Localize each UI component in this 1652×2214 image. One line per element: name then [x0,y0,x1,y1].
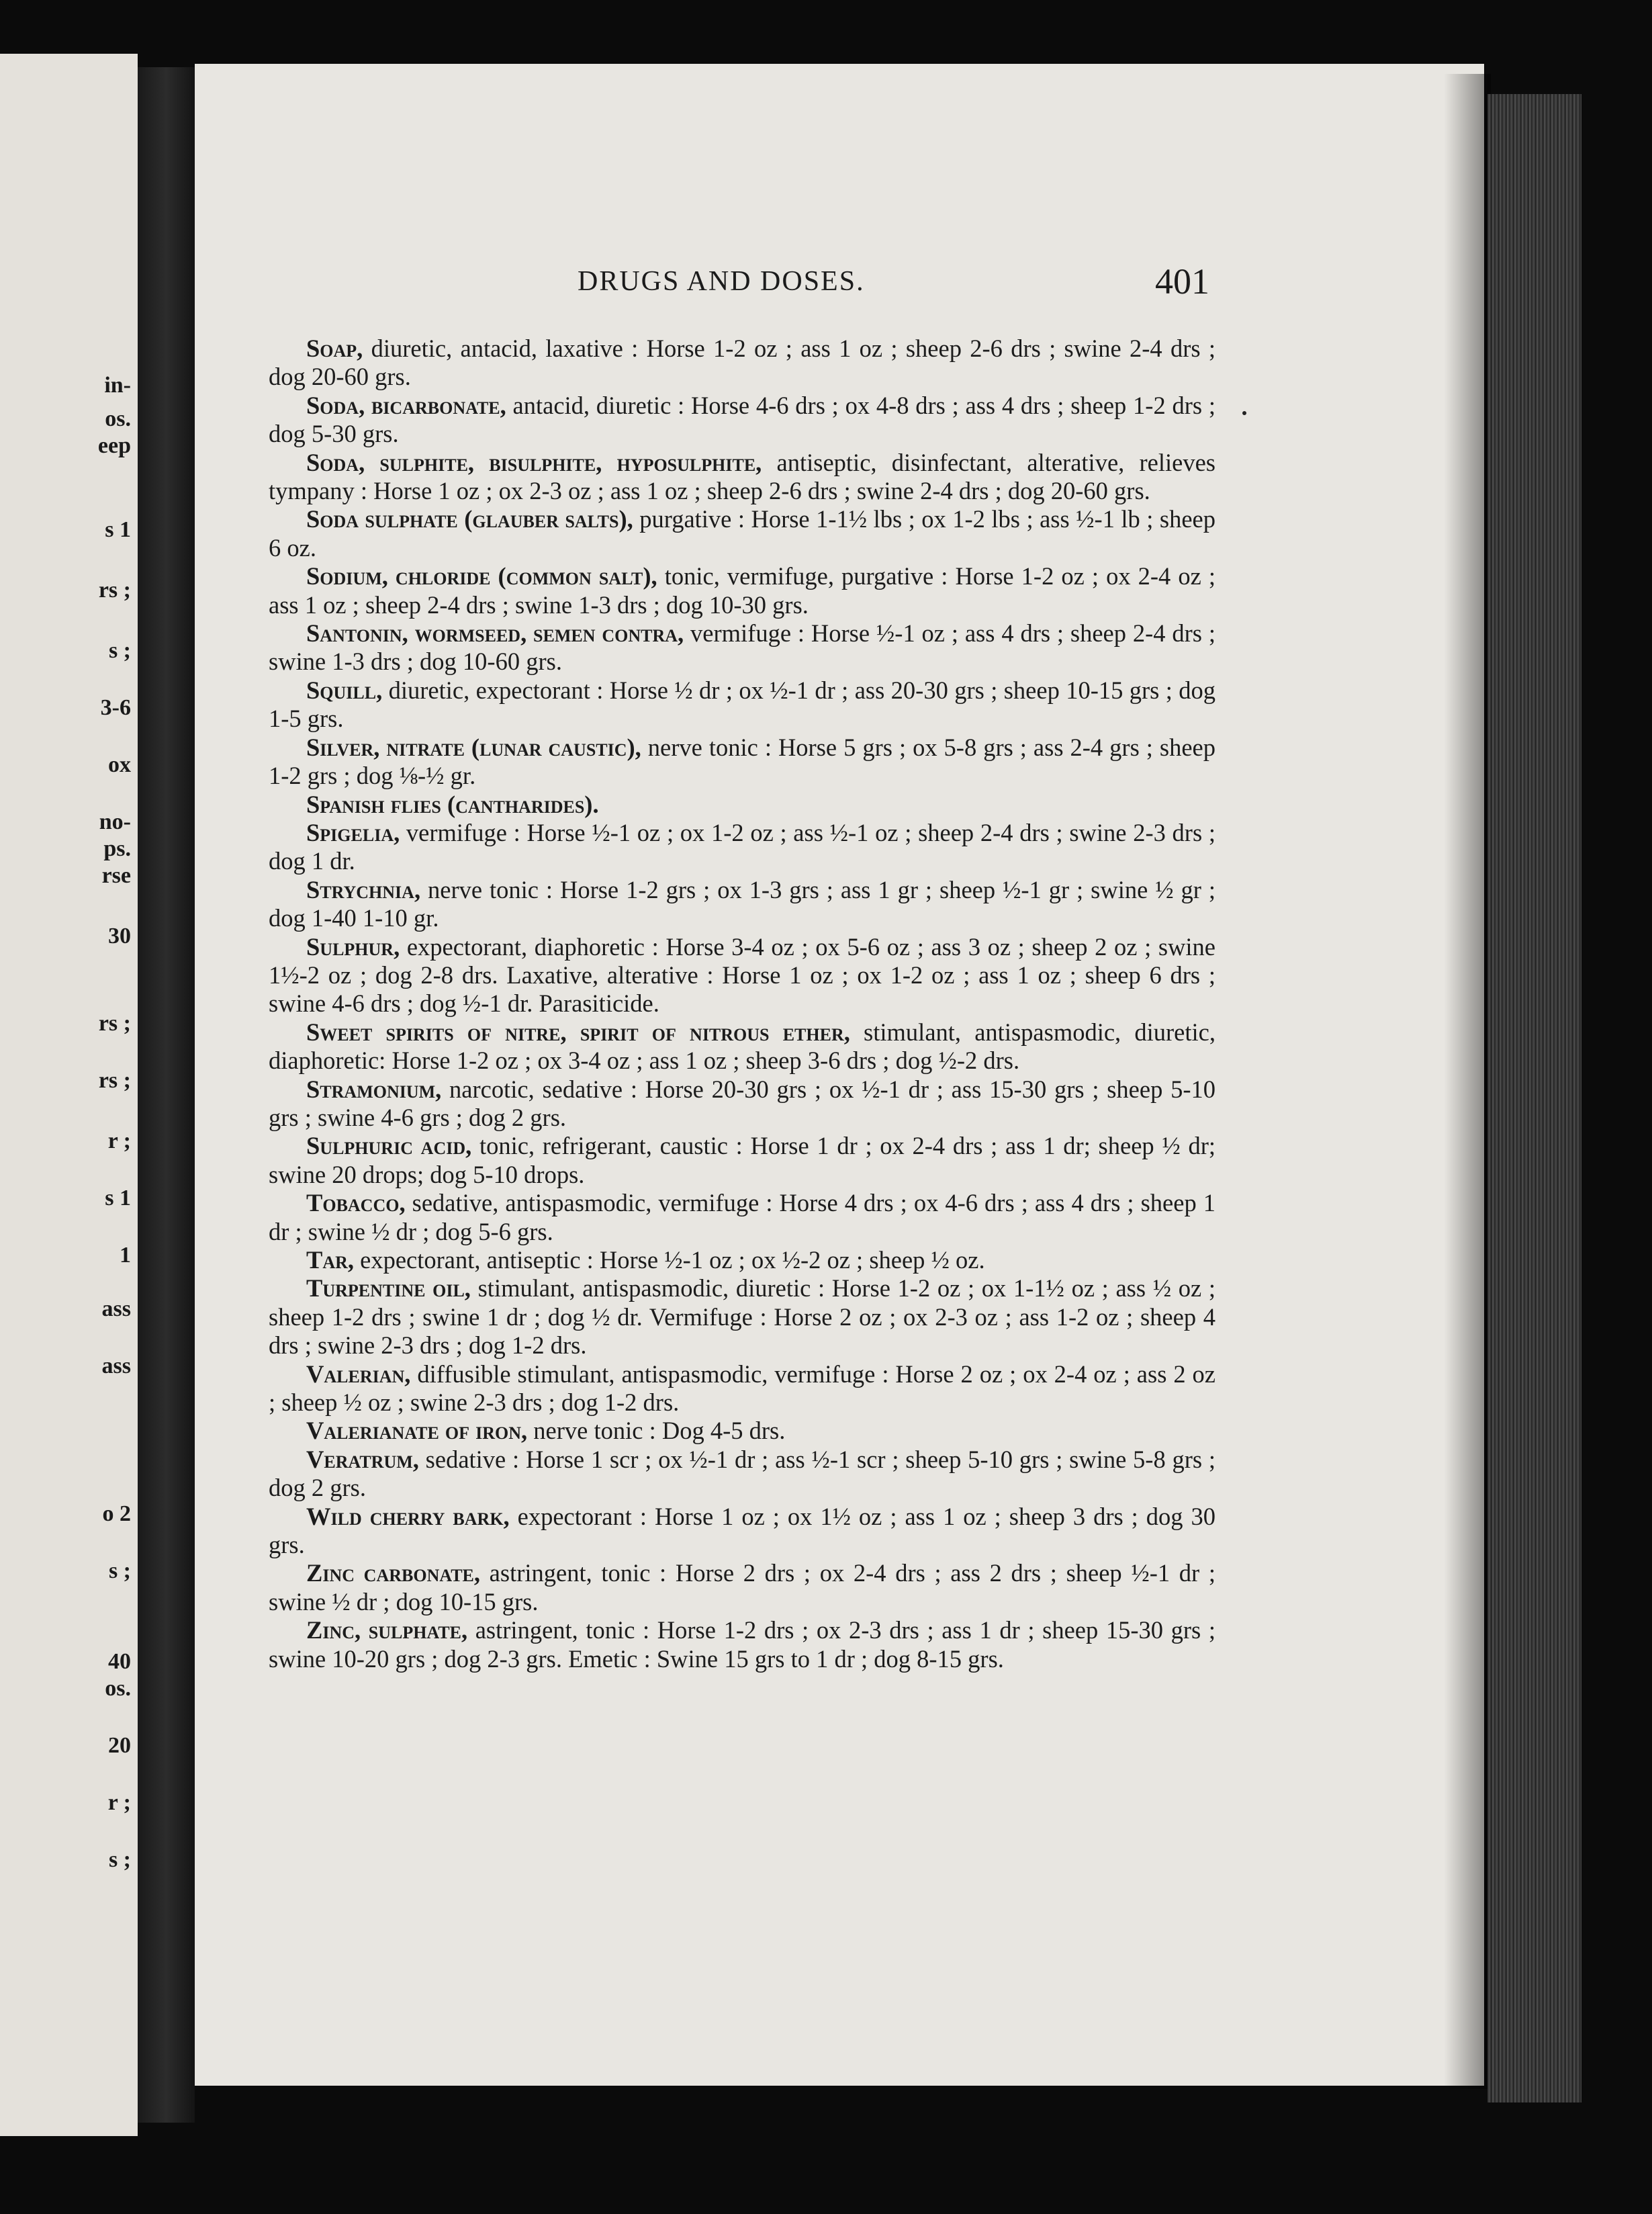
drug-name: Tar, [306,1246,355,1274]
drug-name: Sodium, chloride (common salt), [306,562,657,590]
drug-entry [269,392,1215,449]
drug-name: Zinc carbonate, [306,1559,481,1587]
previous-page-line-end: s 1 [105,1186,131,1210]
page-number: 401 [1155,261,1209,302]
drug-dosage: astringent, tonic : Horse 2 drs ; ox 2-4 drs ; ass 2 drs ; sheep ½-1 dr ; swine ½ dr ; dog 10-15 grs. [269,1559,1216,1615]
drug-name: Tobacco, [306,1189,406,1217]
running-head: DRUGS AND DOSES. [578,266,865,297]
drug-name: Veratrum, [306,1445,419,1473]
drug-entry [269,1075,1215,1133]
drug-dosage: nerve tonic : Dog 4-5 drs. [527,1417,786,1445]
previous-page-line-end: eep [97,433,131,458]
previous-page-line-end: os. [105,406,131,431]
drug-entry [269,1503,1215,1560]
previous-page-line-end: rse [101,863,131,888]
drug-entry [269,335,1215,392]
previous-page-line-end: ps. [103,836,131,861]
drug-dosage: diffusible stimulant, antispasmodic, vermifuge : Horse 2 oz ; ox 2-4 oz ; ass 2 oz ; sheep ½ oz ; swine 2-3 drs ; dog 1-2 drs. [269,1360,1215,1417]
book-gutter [138,67,195,2123]
drug-entry [269,1018,1215,1075]
drug-entry [269,505,1215,562]
drug-name: Stramonium, [306,1075,442,1103]
print-speck [1242,411,1246,415]
previous-page-line-end: r ; [107,1790,131,1815]
drug-entry [269,562,1215,619]
drug-dosage: diuretic, antacid, laxative : Horse 1-2 oz ; ass 1 oz ; sheep 2-6 drs ; swine 2-4 drs ; dog 20-60 grs. [269,335,1215,391]
drug-name: Valerian, [306,1360,411,1388]
drug-entry [269,791,1215,819]
drug-name: Soda, bicarbonate, [306,391,506,419]
previous-page-line-end: ox [108,752,131,777]
drug-dosage: antiseptic, disinfectant, alterative, relieves tympany : Horse 1 oz ; ox 2-3 oz ; ass 1 oz ; sheep 2-6 drs ; swine 2-4 drs ; dog 20-60 grs. [269,448,1215,505]
drug-entry [269,1559,1215,1616]
drug-dosage: tonic, refrigerant, caustic : Horse 1 dr ; ox 2-4 drs ; ass 1 dr; sheep ½ dr; swine 20 drops; dog 5-10 drops. [269,1132,1215,1188]
drug-dosage: narcotic, sedative : Horse 20-30 grs ; ox ½-1 dr ; ass 15-30 grs ; sheep 5-10 grs ; swine 4-6 grs ; dog 2 grs. [269,1075,1215,1131]
drug-dosage: expectorant : Horse 1 oz ; ox 1½ oz ; ass 1 oz ; sheep 3 drs ; dog 30 grs. [269,1502,1215,1559]
drug-entries [269,335,1215,1673]
page-block-edges [1487,94,1581,2102]
drug-dosage: sedative : Horse 1 scr ; ox ½-1 dr ; ass ½-1 scr ; sheep 5-10 grs ; swine 5-8 grs ; dog 2 grs. [269,1445,1215,1502]
previous-page-fragment [0,54,138,2136]
previous-page-line-end: os. [105,1676,131,1701]
previous-page-line-end: rs ; [98,1068,131,1093]
previous-page-line-end: s ; [108,1558,131,1583]
previous-page-line-end: 3-6 [100,695,131,720]
drug-dosage: expectorant, diaphoretic : Horse 3-4 oz ; ox 5-6 oz ; ass 3 oz ; sheep 2 oz ; swine 1½-2 oz ; dog 2-8 drs. Laxative, alterative : Horse 1 oz ; ox 1-2 oz ; ass 1 oz ; sheep 6 drs ; swine 4-6 drs ; dog ½-1 dr. Parasiticide. [269,932,1215,1018]
previous-page-line-end: no- [99,809,131,834]
drug-entry [269,1417,1215,1445]
previous-page-line-end: rs ; [98,578,131,603]
drug-dosage: antacid, diuretic : Horse 4-6 drs ; ox 4-8 drs ; ass 4 drs ; sheep 1-2 drs ; dog 5-30 grs. [269,391,1215,448]
page-shadow [1444,74,1491,2089]
drug-dosage: stimulant, antispasmodic, diuretic, diaphoretic: Horse 1-2 oz ; ox 3-4 oz ; ass 1 oz ; sheep 3-6 drs ; dog ½-2 drs. [269,1018,1215,1075]
drug-name: Santonin, wormseed, semen contra, [306,619,684,648]
drug-entry [269,619,1215,676]
drug-entry [269,1189,1215,1246]
drug-dosage: diuretic, expectorant : Horse ½ dr ; ox ½-1 dr ; ass 20-30 grs ; sheep 10-15 grs ; dog 1-5 grs. [269,676,1215,733]
drug-name: Spanish flies (cantharides). [306,790,599,818]
drug-name: Silver, nitrate (lunar caustic), [306,733,641,761]
drug-entry [269,876,1215,933]
drug-entry [269,1132,1215,1189]
drug-dosage: expectorant, antiseptic : Horse ½-1 oz ; ox ½-2 oz ; sheep ½ oz. [354,1246,985,1274]
drug-entry [269,819,1215,876]
previous-page-line-end: 20 [108,1733,131,1758]
drug-dosage: astringent, tonic : Horse 1-2 drs ; ox 2-3 drs ; ass 1 dr ; sheep 15-30 grs ; swine 10-20 grs ; dog 2-3 grs. Emetic : Swine 15 grs to 1 dr ; dog 8-15 grs. [269,1616,1215,1673]
drug-dosage: tonic, vermifuge, purgative : Horse 1-2 oz ; ox 2-4 oz ; ass 1 oz ; sheep 2-4 drs ; swine 1-3 drs ; dog 10-30 grs. [269,562,1215,619]
previous-page-line-end: in- [104,373,131,398]
previous-page-line-end: 1 [120,1243,131,1268]
drug-entry [269,676,1215,734]
drug-name: Valerianate of iron, [306,1417,528,1445]
previous-page-line-end: s 1 [105,517,131,542]
drug-name: Sulphur, [306,932,400,961]
drug-entry [269,1274,1215,1360]
previous-page-line-end: o 2 [102,1501,131,1526]
drug-name: Soda, sulphite, bisulphite, hyposulphite, [306,448,762,476]
previous-page-line-end: rs ; [98,1011,131,1036]
drug-dosage: stimulant, antispasmodic, diuretic : Horse 1-2 oz ; ox 1-1½ oz ; ass ½ oz ; sheep 1-2 drs ; swine 1 dr ; dog ½ dr. Vermifuge : Horse 2 oz ; ox 2-3 oz ; ass 1-2 oz ; sheep 4 drs ; swine 2-3 drs ; dog 1-2 drs. [269,1274,1215,1360]
previous-page-line-end: ass [101,1296,131,1321]
drug-name: Strychnia, [306,875,421,903]
drug-entry [269,734,1215,791]
drug-dosage: nerve tonic : Horse 5 grs ; ox 5-8 grs ; ass 2-4 grs ; sheep 1-2 grs ; dog ⅛-½ gr. [269,733,1215,790]
drug-entry [269,1616,1215,1673]
previous-page-line-end: r ; [107,1128,131,1153]
drug-name: Turpentine oil, [306,1274,471,1302]
drug-entry [269,1446,1215,1503]
drug-name: Squill, [306,676,383,704]
previous-page-line-end: 40 [108,1649,131,1674]
drug-entry [269,1360,1215,1417]
drug-dosage: vermifuge : Horse ½-1 oz ; ox 1-2 oz ; ass ½-1 oz ; sheep 2-4 drs ; swine 2-3 drs ; dog 1 dr. [269,818,1215,875]
previous-page-line-end: ass [101,1354,131,1378]
drug-name: Soap, [306,335,363,362]
drug-name: Sweet spirits of nitre, spirit of nitrous ether, [306,1018,850,1046]
drug-dosage: purgative : Horse 1-1½ lbs ; ox 1-2 lbs ; ass ½-1 lb ; sheep 6 oz. [269,505,1215,562]
drug-entry [269,933,1215,1018]
previous-page-line-end: s ; [108,1847,131,1872]
drug-dosage: nerve tonic : Horse 1-2 grs ; ox 1-3 grs ; ass 1 gr ; sheep ½-1 gr ; swine ½ gr ; dog 1-40 1-10 gr. [269,875,1215,932]
drug-name: Soda sulphate (glauber salts), [306,505,633,533]
drug-name: Zinc, sulphate, [306,1616,468,1644]
drug-dosage: sedative, antispasmodic, vermifuge : Horse 4 drs ; ox 4-6 drs ; ass 4 drs ; sheep 1 dr ; swine ½ dr ; dog 5-6 grs. [269,1189,1215,1245]
drug-name: Sulphuric acid, [306,1132,472,1160]
drug-name: Wild cherry bark, [306,1502,510,1530]
drug-dosage: vermifuge : Horse ½-1 oz ; ass 4 drs ; sheep 2-4 drs ; swine 1-3 drs ; dog 10-60 grs. [269,619,1215,676]
drug-entry [269,1246,1215,1274]
drug-name: Spigelia, [306,818,400,846]
drug-entry [269,449,1215,506]
previous-page-line-end: s ; [108,638,131,663]
previous-page-line-end: 30 [108,924,131,948]
